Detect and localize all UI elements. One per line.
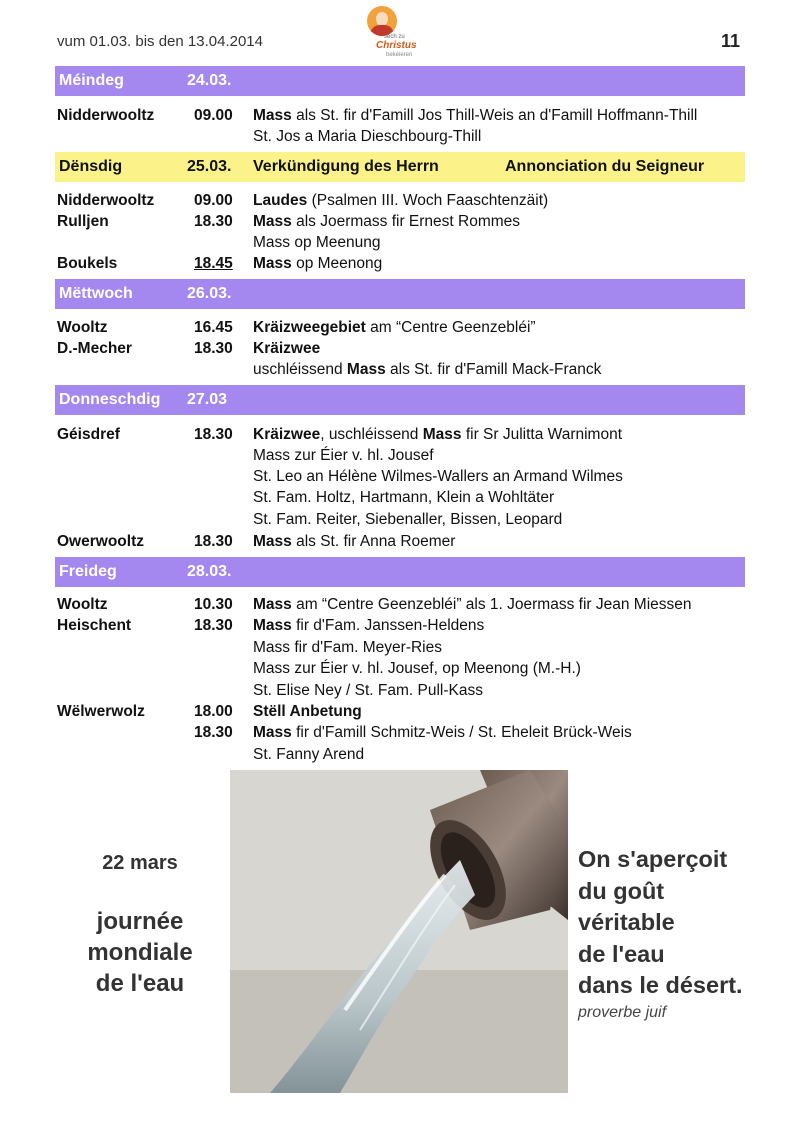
time: 09.00 xyxy=(194,192,233,209)
page-number: 11 xyxy=(720,31,740,51)
time: 18.30 xyxy=(194,426,233,443)
feast-title: Verkündigung des Herrn xyxy=(253,158,439,175)
day-band-thursday xyxy=(55,385,745,415)
time: 18.30 xyxy=(194,213,233,230)
place: Boukels xyxy=(57,255,118,272)
schedule-row xyxy=(57,615,747,636)
schedule-row xyxy=(57,680,747,701)
schedule-row xyxy=(57,531,747,552)
description: St. Fam. Reiter, Siebenaller, Bissen, Leopard xyxy=(253,511,563,528)
water-day-date: 22 mars xyxy=(102,852,178,874)
description: Mass op Meenong xyxy=(253,255,383,272)
schedule-row xyxy=(57,232,747,253)
description: Mass op Meenung xyxy=(253,234,381,251)
schedule-row xyxy=(57,701,747,722)
description: Kräizwee xyxy=(253,340,321,357)
place: Wooltz xyxy=(57,319,108,336)
description: Mass fir d'Famill Schmitz-Weis / St. Eheleit Brück-Weis xyxy=(253,724,632,741)
day-band-tuesday xyxy=(55,152,745,182)
place: D.-Mecher xyxy=(57,340,132,357)
schedule-row xyxy=(57,509,747,530)
day-date: 26.03. xyxy=(187,285,232,302)
schedule-row xyxy=(57,594,747,615)
time: 18.00 xyxy=(194,703,233,720)
day-band-monday xyxy=(55,66,745,96)
water-day-title: journée mondiale de l'eau xyxy=(87,908,193,997)
description: Mass zur Éier v. hl. Jousef, op Meenong (M.-H.) xyxy=(253,660,581,677)
schedule-row xyxy=(57,487,747,508)
day-band-wednesday xyxy=(55,279,745,309)
time: 18.30 xyxy=(194,533,233,550)
description: Mass als St. fir Anna Roemer xyxy=(253,533,456,550)
day-name: Donneschdig xyxy=(59,391,161,408)
logo-text-top: sech zu xyxy=(384,34,405,40)
description: uschléissend Mass als St. fir d'Famill Mack-Franck xyxy=(253,361,602,378)
day-date: 28.03. xyxy=(187,563,232,580)
day-name: Méindeg xyxy=(59,72,124,89)
description: Mass fir d'Fam. Meyer-Ries xyxy=(253,639,442,656)
schedule-row xyxy=(57,722,747,743)
description: St. Leo an Hélène Wilmes-Wallers an Armand Wilmes xyxy=(253,468,623,485)
time: 09.00 xyxy=(194,107,233,124)
description: St. Jos a Maria Dieschbourg-Thill xyxy=(253,128,482,145)
schedule-row xyxy=(57,424,747,445)
water-pipe-photo xyxy=(230,770,568,1093)
description: St. Fam. Holtz, Hartmann, Klein a Wohltäter xyxy=(253,489,555,506)
proverb-source: proverbe juif xyxy=(578,1004,667,1021)
place: Wëlwerwolz xyxy=(57,703,145,720)
schedule-row xyxy=(57,445,747,466)
place: Wooltz xyxy=(57,596,108,613)
schedule-row xyxy=(57,126,747,147)
description: St. Fanny Arend xyxy=(253,746,365,763)
description: Mass als Joermass fir Ernest Rommes xyxy=(253,213,521,230)
day-date: 24.03. xyxy=(187,72,232,89)
schedule-row xyxy=(57,105,747,126)
place: Owerwooltz xyxy=(57,533,144,550)
place: Nidderwooltz xyxy=(57,192,155,209)
schedule-row xyxy=(57,190,747,211)
parish-logo xyxy=(358,6,428,66)
day-date: 27.03 xyxy=(187,391,228,408)
schedule-row xyxy=(57,317,747,338)
proverb-quote: On s'aperçoit du goût véritable de l'eau dans le désert. xyxy=(578,846,743,998)
day-name: Dënsdig xyxy=(59,158,123,175)
place: Heischent xyxy=(57,617,132,634)
time: 18.30 xyxy=(194,617,233,634)
description: Stëll Anbetung xyxy=(253,703,362,720)
description: Mass zur Éier v. hl. Jousef xyxy=(253,447,434,464)
time: 18.45 xyxy=(194,255,233,272)
schedule-row xyxy=(57,338,747,359)
time: 16.45 xyxy=(194,319,233,336)
feast-title-fr: Annonciation du Seigneur xyxy=(505,158,705,175)
schedule-row xyxy=(57,637,747,658)
logo-emblem xyxy=(367,6,397,36)
description: St. Elise Ney / St. Fam. Pull-Kass xyxy=(253,682,483,699)
day-band-friday xyxy=(55,557,745,587)
place: Géisdref xyxy=(57,426,120,443)
time: 18.30 xyxy=(194,724,233,741)
schedule-row xyxy=(57,253,747,274)
day-date: 25.03. xyxy=(187,158,232,175)
time: 10.30 xyxy=(194,596,233,613)
logo-text-bottom: bekéieren xyxy=(386,52,413,58)
time: 18.30 xyxy=(194,340,233,357)
day-name: Freideg xyxy=(59,563,117,580)
description: Mass fir d'Fam. Janssen-Heldens xyxy=(253,617,485,634)
schedule-row xyxy=(57,211,747,232)
schedule-row xyxy=(57,744,747,765)
schedule-row xyxy=(57,359,747,380)
place: Nidderwooltz xyxy=(57,107,155,124)
description: Mass am “Centre Geenzebléi” als 1. Joermass fir Jean Miessen xyxy=(253,596,692,613)
description: Laudes (Psalmen III. Woch Faaschtenzäit) xyxy=(253,192,549,209)
day-name: Mëttwoch xyxy=(59,285,133,302)
place: Rulljen xyxy=(57,213,109,230)
description: Kräizwee, uschléissend Mass fir Sr Julitta Warnimont xyxy=(253,426,623,443)
period-header: vum 01.03. bis den 13.04.2014 xyxy=(57,33,263,50)
description: Kräizweegebiet am “Centre Geenzebléi” xyxy=(253,319,536,336)
description: Mass als St. fir d'Famill Jos Thill-Weis an d'Famill Hoffmann-Thill xyxy=(253,107,698,124)
logo-text-main: Christus xyxy=(376,40,417,51)
schedule-row xyxy=(57,658,747,679)
schedule-row xyxy=(57,466,747,487)
